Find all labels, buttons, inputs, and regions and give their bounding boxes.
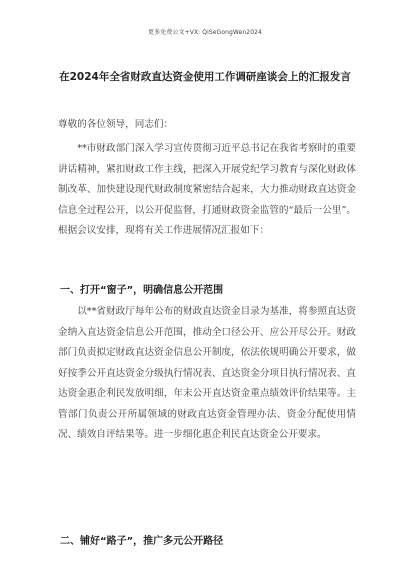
section-1-heading: 一、打开“窗子”，明确信息公开范围 bbox=[60, 285, 224, 296]
intro-paragraph: **市财政部门深入学习宣传贯彻习近平总书记在我省考察时的重要讲话精神，紧扣财政工作主线，把深入开展党纪学习教育与深化财政体制改革、加快建设现代财政制度紧密结合起来，大力推动财政直达资金信息全过程公开，以公开促监督，打通财政资金监管的“最后一公里”。根据会议安排，现将有关工作进展情况汇报如下： bbox=[58, 143, 356, 236]
section-1-paragraph: 以**省财政厅每年公布的财政直达资金目录为基准，将参照直达资金纳入直达资金信息公开范围，推动全口径公开、应公开尽公开。财政部门负责拟定财政直达资金信息公开制度，依法依规明确公开要求，做好按季公开直达资金分级执行情况表、直达资金分项目执行情况表、直达资金惠企利民发放明细，年末公开直达资金重点绩效评价结果等。主管部门负责公开所属领域的财政直达资金管理办法、资金分配使用情况、绩效自评结果等。进一步细化惠企利民直达资金公开要求。 bbox=[58, 306, 356, 440]
section-2-heading: 二、铺好“路子”，推广多元公开路径 bbox=[60, 536, 224, 547]
document-title: 在2024年全省财政直达资金使用工作调研座谈会上的汇报发言 bbox=[59, 71, 351, 83]
watermark-note: 更多免费公文+VX: QiSeGongWen2024 bbox=[148, 29, 262, 36]
greeting: 尊敬的各位领导，同志们： bbox=[58, 119, 174, 130]
